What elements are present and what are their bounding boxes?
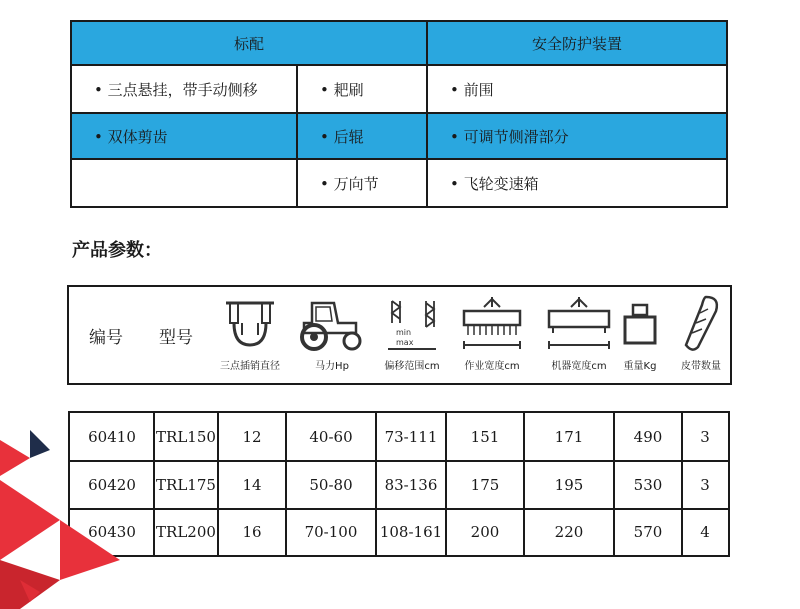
deco-triangle bbox=[0, 440, 30, 476]
table-row bbox=[72, 114, 726, 158]
deco-triangle bbox=[60, 520, 120, 580]
table-cell bbox=[428, 66, 726, 112]
hitch-pin-icon bbox=[220, 293, 280, 353]
offset-max-label: max bbox=[396, 338, 414, 347]
deco-triangle bbox=[30, 430, 50, 458]
icon-caption: 偏移范围cm bbox=[384, 361, 440, 372]
cell-text: • 耙刷 bbox=[320, 79, 364, 100]
table-cell: 200 bbox=[470, 523, 500, 541]
weight-icon bbox=[615, 293, 665, 353]
table-row bbox=[72, 160, 726, 206]
table-cell bbox=[428, 114, 726, 158]
table-cell: 3 bbox=[700, 476, 710, 494]
cell-text: • 万向节 bbox=[320, 173, 379, 194]
table-cell: 60410 bbox=[88, 428, 136, 446]
table-row bbox=[72, 66, 726, 112]
table-cell: TRL200 bbox=[156, 523, 216, 541]
cell-text: • 三点悬挂，带手动侧移 bbox=[94, 79, 258, 100]
table-cell: 3 bbox=[700, 428, 710, 446]
table-cell: 490 bbox=[633, 428, 663, 446]
table-cell: 70-100 bbox=[304, 523, 358, 541]
icon-column bbox=[452, 293, 532, 372]
table-cell-empty bbox=[72, 160, 296, 206]
spec-data-table bbox=[68, 411, 730, 557]
table-cell bbox=[298, 160, 426, 206]
header-safety: 安全防护装置 bbox=[428, 22, 726, 64]
table-divider bbox=[70, 508, 728, 510]
offset-range-icon bbox=[382, 293, 442, 353]
table-cell: 195 bbox=[554, 476, 584, 494]
icon-column bbox=[292, 293, 372, 372]
table-divider bbox=[285, 413, 287, 555]
cell-text: • 前围 bbox=[450, 79, 494, 100]
icon-caption: 机器宽度cm bbox=[551, 361, 607, 372]
table-cell: 16 bbox=[242, 523, 262, 541]
decorative-triangles bbox=[0, 430, 160, 609]
table-divider bbox=[217, 413, 219, 555]
table-cell: 50-80 bbox=[309, 476, 353, 494]
code-label: 编号 bbox=[89, 328, 123, 348]
table-divider bbox=[523, 413, 525, 555]
table-cell: 171 bbox=[554, 428, 584, 446]
table-cell: 60430 bbox=[88, 523, 136, 541]
table-cell: 4 bbox=[700, 523, 710, 541]
table-divider bbox=[375, 413, 377, 555]
cell-text: • 后辊 bbox=[320, 126, 364, 147]
table-header-row bbox=[72, 22, 726, 64]
standard-equipment-table bbox=[70, 20, 728, 208]
table-cell: 60420 bbox=[88, 476, 136, 494]
icon-caption: 皮带数量 bbox=[681, 361, 721, 372]
table-divider bbox=[681, 413, 683, 555]
table-cell: TRL175 bbox=[156, 476, 216, 494]
table-divider bbox=[70, 460, 728, 462]
table-cell bbox=[298, 66, 426, 112]
cell-text: • 双体剪齿 bbox=[94, 126, 168, 147]
icon-caption: 三点插销直径 bbox=[220, 361, 280, 372]
table-cell: TRL150 bbox=[156, 428, 216, 446]
icon-caption: 马力Hp bbox=[315, 361, 349, 372]
params-title: 产品参数： bbox=[72, 240, 162, 261]
icon-column bbox=[372, 293, 452, 372]
table-cell: 530 bbox=[633, 476, 663, 494]
table-cell: 220 bbox=[554, 523, 584, 541]
table-cell: 73-111 bbox=[384, 428, 438, 446]
spec-icon-header bbox=[67, 285, 732, 385]
table-cell bbox=[298, 114, 426, 158]
icon-column bbox=[661, 293, 741, 372]
model-label: 型号 bbox=[159, 328, 193, 348]
table-cell: 83-136 bbox=[384, 476, 438, 494]
table-divider bbox=[445, 413, 447, 555]
tractor-icon bbox=[294, 293, 370, 353]
table-cell: 108-161 bbox=[379, 523, 443, 541]
cell-text: • 飞轮变速箱 bbox=[450, 173, 539, 194]
table-cell bbox=[428, 160, 726, 206]
table-divider bbox=[613, 413, 615, 555]
deco-triangle bbox=[0, 480, 60, 560]
table-cell: 12 bbox=[242, 428, 262, 446]
table-cell bbox=[72, 114, 296, 158]
offset-min-label: min bbox=[396, 328, 412, 337]
working-width-icon bbox=[456, 293, 528, 353]
header-standard: 标配 bbox=[72, 22, 426, 64]
table-cell: 175 bbox=[470, 476, 500, 494]
table-cell: 151 bbox=[470, 428, 500, 446]
belt-icon bbox=[676, 293, 726, 353]
cell-text: • 可调节侧滑部分 bbox=[450, 126, 569, 147]
icon-column bbox=[210, 293, 290, 372]
table-cell: 14 bbox=[242, 476, 262, 494]
table-cell: 570 bbox=[633, 523, 663, 541]
icon-caption: 重量Kg bbox=[623, 361, 657, 372]
table-cell bbox=[72, 66, 296, 112]
icon-caption: 作业宽度cm bbox=[464, 361, 520, 372]
table-cell: 40-60 bbox=[309, 428, 353, 446]
